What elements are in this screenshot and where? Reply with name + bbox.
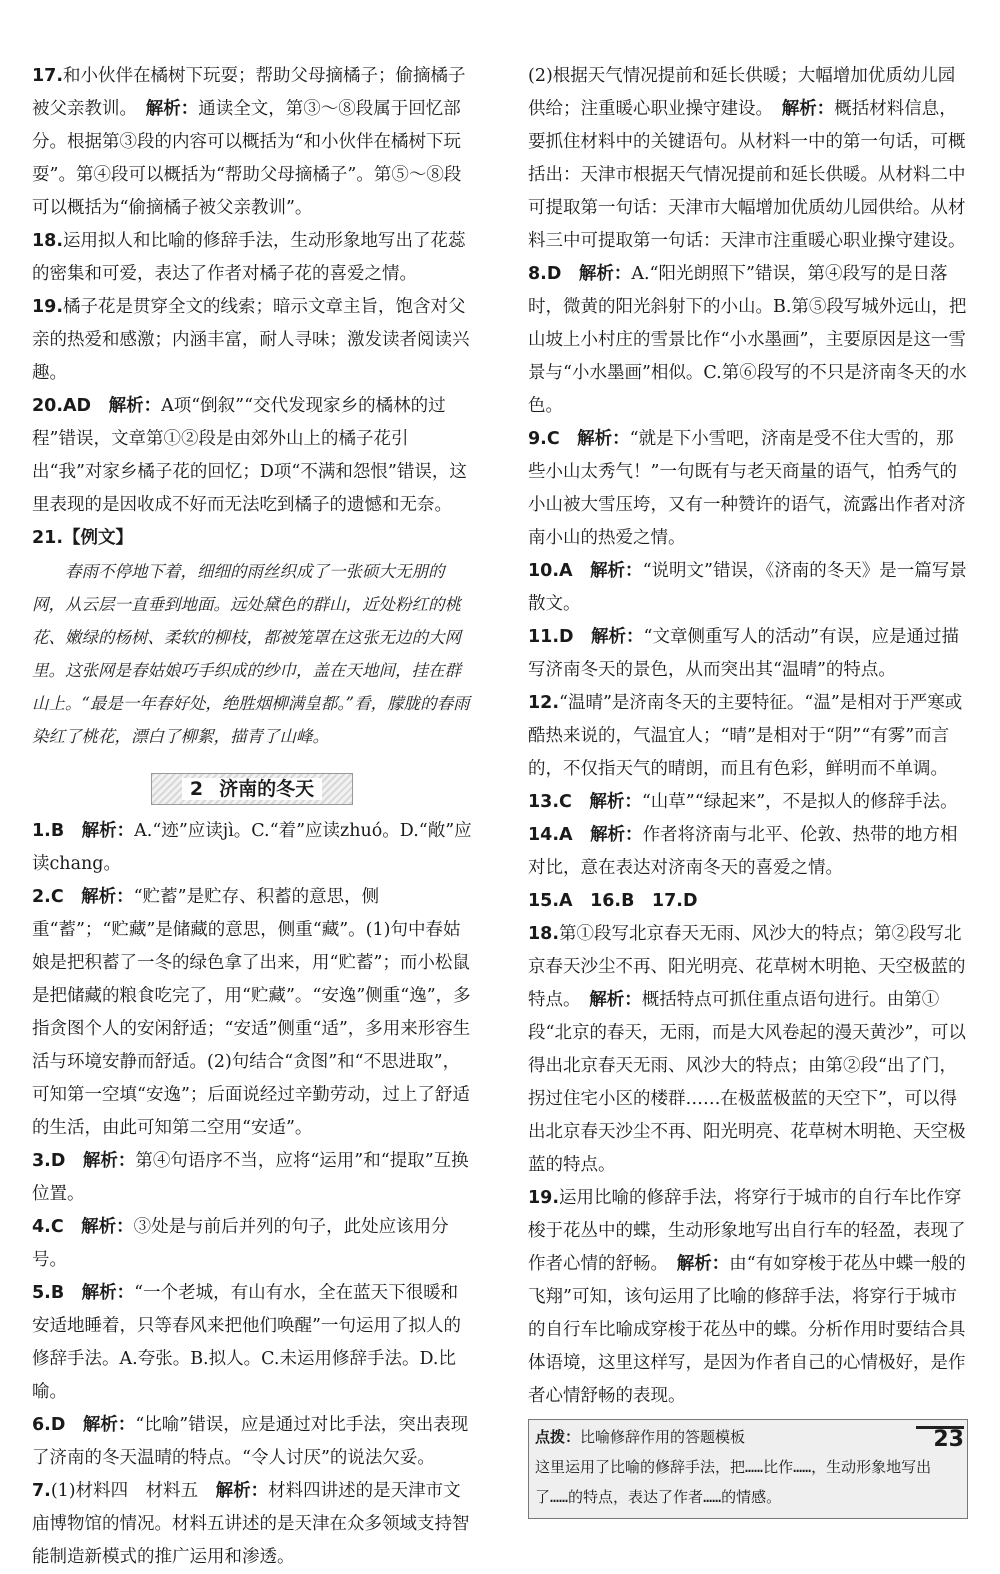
answer-s5: 5.B 解析：“一个老城，有山有水，全在蓝天下很暖和安适地睡着，只等春风来把他们唤醒”一句运用了拟人的修辞手法。A.夸张。B.拟人。C.未运用修辞手法。D.比喻。 [32, 1283, 461, 1402]
answer-s4: 4.C 解析：③处是与前后并列的句子，此处应该用分号。 [32, 1217, 449, 1270]
answer-s10: 10.A 解析：“说明文”错误，《济南的冬天》是一篇写景散文。 [528, 561, 967, 614]
page-number: 23 [916, 1426, 964, 1451]
answer-s2: 2.C 解析：“贮蓄”是贮存、积蓄的意思，侧重“蓄”；“贮藏”是储藏的意思，侧重“藏”。(1)句中春姑娘是把积蓄了一冬的绿色拿了出来，用“贮蓄”；而小松鼠是把储藏的粮食吃完了，用“贮藏”。“安逸”侧重“逸”，多指贪图个人的安闲舒适；“安适”侧重“适”，多用来形容生活与环境安静而舒适。(2)句结合“贪图”和“不思进取”，可知第一空填“安逸”；后面说经过辛勤劳动，过上了舒适的生活，由此可知第二空用“安适”。 [32, 887, 471, 1138]
answer-s18: 18.第①段写北京春天无雨、风沙大的特点；第②段写北京春天沙尘不再、阳光明亮、花草树木明艳、天空极蓝的特点。 解析：概括特点可抓住重点语句进行。由第①段“北京的春天，无雨，而是大风卷起的漫天黄沙”，可以得出北京春天无雨、风沙大的特点；由第②段“出了门，拐过住宅小区的楼群……在极蓝极蓝的天空下”，可以得出北京春天沙尘不再、阳光明亮、花草树木明艳、天空极蓝的特点。 [528, 924, 966, 1175]
example-essay: 春雨不停地下着，细细的雨丝织成了一张硕大无朋的网，从云层一直垂到地面。远处黛色的群山，近处粉红的桃花、嫩绿的杨树、柔软的柳枝，都被笼罩在这张无边的大网里。这张网是春姑娘巧手织成的纱巾，盖在天地间，挂在群山上。“最是一年春好处，绝胜烟柳满皇都。”看，朦胧的春雨染红了桃花，漂白了柳絮，描青了山峰。 [32, 562, 470, 746]
section-title: 2 济南的冬天 [151, 773, 353, 805]
answer-q19: 19.橘子花是贯穿全文的线索；暗示文章主旨，饱含对父亲的热爱和感激；内涵丰富，耐人寻味；激发读者阅读兴趣。 [32, 297, 470, 383]
answer-s11: 11.D 解析：“文章侧重写人的活动”有误，应是通过描写济南冬天的景色，从而突出其“温晴”的特点。 [528, 627, 959, 680]
answer-q17: 17.和小伙伴在橘树下玩耍；帮助父母摘橘子；偷摘橘子被父亲教训。 解析：通读全文，第③～⑧段属于回忆部分。根据第③段的内容可以概括为“和小伙伴在橘树下玩耍”。第④段可以概括为“帮助父母摘橘子”。第⑤～⑧段可以概括为“偷摘橘子被父亲教训”。 [32, 66, 466, 218]
answer-s8: 8.D 解析：A.“阳光朗照下”错误，第④段写的是日落时，微黄的阳光斜射下的小山。B.第⑤段写城外远山，把山坡上小村庄的雪景比作“小水墨画”，主要原因是这一雪景与“小水墨画”相似。C.第⑥段写的不只是济南冬天的水色。 [528, 264, 967, 416]
answer-s13: 13.C 解析：“山草”“绿起来”，不是拟人的修辞手法。 [528, 792, 958, 812]
answer-s12: 12.“温晴”是济南冬天的主要特征。“温”是相对于严寒或酷热来说的，气温宜人；“晴”是相对于“阴”“有雾”而言的，不仅指天气的晴朗，而且有色彩，鲜明而不单调。 [528, 693, 963, 779]
answer-q18: 18.运用拟人和比喻的修辞手法，生动形象地写出了花蕊的密集和可爱，表达了作者对橘子花的喜爱之情。 [32, 231, 466, 284]
answer-s3: 3.D 解析：第④句语序不当，应将“运用”和“提取”互换位置。 [32, 1151, 469, 1204]
answer-s15-17: 15.A 16.B 17.D [528, 891, 698, 911]
answer-s1: 1.B 解析：A.“迹”应读jì。C.“着”应读zhuó。D.“敞”应读chang。 [32, 821, 472, 874]
answer-s7: 7.(1)材料四 材料五 解析：材料四讲述的是天津市文庙博物馆的情况。材料五讲述的是天津在众多领域支持智能制造新模式的推广运用和渗透。 [32, 1481, 470, 1567]
answer-s7-part2: (2)根据天气情况提前和延长供暖；大幅增加优质幼儿园供给；注重暖心职业操守建设。 解析：概括材料信息，要抓住材料中的关键语句。从材料一中的第一句话，可概括出：天津市根据天气情况提前和延长供暖。从材料二中可提取第一句话：天津市大幅增加优质幼儿园供给。从材料三中可提取第一句话：天津市注重暖心职业操守建设。 [528, 66, 966, 251]
tip-body: 这里运用了比喻的修辞手法，把……比作……，生动形象地写出了……的特点，表达了作者……的情感。 [535, 1458, 932, 1506]
answer-q20: 20.AD 解析：A项“倒叙”“交代发现家乡的橘林的过程”错误，文章第①②段是由郊外山上的橘子花引出“我”对家乡橘子花的回忆；D项“不满和怨恨”错误，这里表现的是因收成不好而无法吃到橘子的遗憾和无奈。 [32, 396, 467, 515]
left-column [32, 60, 472, 1574]
answer-q21: 21.【例文】 [32, 528, 134, 548]
answer-s6: 6.D 解析：“比喻”错误，应是通过对比手法，突出表现了济南的冬天温晴的特点。“令人讨厌”的说法欠妥。 [32, 1415, 469, 1468]
tip-box: 点拨：比喻修辞作用的答题模板 这里运用了比喻的修辞手法，把……比作……，生动形象地写出了……的特点，表达了作者……的情感。 [528, 1419, 968, 1519]
answer-s14: 14.A 解析：作者将济南与北平、伦敦、热带的地方相对比，意在表达对济南冬天的喜爱之情。 [528, 825, 958, 878]
answer-s19: 19.运用比喻的修辞手法，将穿行于城市的自行车比作穿梭于花丛中的蝶，生动形象地写出自行车的轻盈，表现了作者心情的舒畅。 解析：由“有如穿梭于花丛中蝶一般的飞翔”可知，该句运用了比喻的修辞手法，将穿行于城市的自行车比喻成穿梭于花丛中的蝶。分析作用时要结合具体语境，这里这样写，是因为作者自己的心情极好，是作者心情舒畅的表现。 [528, 1188, 966, 1406]
answer-s9: 9.C 解析：“就是下小雪吧，济南是受不住大雪的，那些小山太秀气！”一句既有与老天商量的语气，怕秀气的小山被大雪压垮，又有一种赞许的语气，流露出作者对济南小山的热爱之情。 [528, 429, 966, 548]
right-column [528, 60, 968, 1519]
